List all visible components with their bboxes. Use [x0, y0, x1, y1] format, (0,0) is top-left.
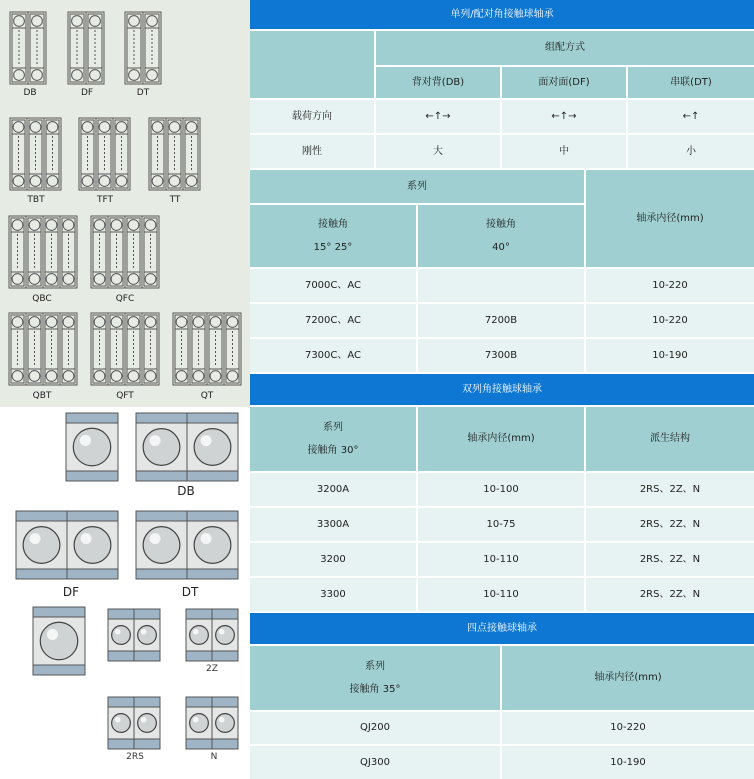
contact-angle-a-value: 15° 25°	[313, 241, 353, 253]
section2-series-header	[250, 407, 416, 471]
bearing-outline	[190, 313, 207, 385]
bearing-outline	[91, 313, 108, 385]
row-load-label: 载荷方向	[250, 100, 374, 133]
s1-r1-c2	[418, 269, 584, 302]
bearing-outline	[9, 216, 26, 288]
bearing-outline	[173, 313, 190, 385]
s2-r2-c1: 3300A	[250, 508, 416, 541]
bearing-outline	[96, 118, 113, 190]
bearing-outline	[224, 313, 241, 385]
s1-r1-c1: 7000C、AC	[250, 269, 416, 302]
row-rigidity-label: 刚性	[250, 135, 374, 168]
s3-r1-c1: QJ200	[250, 712, 500, 744]
s1-r2-c3: 10-220	[586, 304, 754, 337]
contact-angle-b-label: 接触角	[486, 218, 516, 230]
bearing-outline	[183, 118, 200, 190]
arrangement-diagrams-panel	[0, 0, 250, 407]
contact-angle-b-value: 40°	[492, 241, 510, 253]
bearing-section	[108, 697, 160, 749]
label-photo-2rs: 2RS	[126, 752, 144, 762]
bearing-outline	[10, 118, 27, 190]
section2-series-label: 系列	[323, 421, 343, 433]
bearing-outline	[43, 216, 60, 288]
label-qbt: QBT	[32, 391, 52, 401]
bearing-photos-panel	[0, 407, 250, 779]
spec-tables	[250, 0, 754, 779]
load-db: ←↑→	[376, 100, 500, 133]
bearing-section	[186, 697, 238, 749]
section1-series-header: 系列	[250, 170, 584, 203]
label-photo-n: N	[210, 752, 218, 762]
label-photo-dt: DT	[181, 585, 199, 599]
bearing-section	[16, 511, 118, 579]
label-photo-df: DF	[62, 585, 80, 599]
bearing-outline	[60, 313, 77, 385]
col-dt: 串联(DT)	[628, 67, 754, 98]
label-tft: TFT	[96, 195, 113, 205]
bearing-outline	[27, 118, 44, 190]
label-qbc: QBC	[32, 294, 52, 304]
section2-derived-header: 派生结构	[586, 407, 754, 471]
bearing-outline	[44, 118, 61, 190]
bearing-outline	[113, 118, 130, 190]
s1-r2-c1: 7200C、AC	[250, 304, 416, 337]
bearing-outline	[125, 12, 143, 84]
s2-r1-c3: 2RS、2Z、N	[586, 473, 754, 506]
bearing-outline	[143, 12, 161, 84]
contact-angle-a-label: 接触角	[318, 218, 348, 230]
bearing-outline	[10, 12, 28, 84]
bearing-outline	[149, 118, 166, 190]
s2-r3-c2: 10-110	[418, 543, 584, 576]
bearing-outline	[60, 216, 77, 288]
s3-r1-c2: 10-220	[502, 712, 754, 744]
bearing-outline	[26, 313, 43, 385]
label-tt: TT	[169, 195, 181, 205]
bearing-outline	[166, 118, 183, 190]
s2-r4-c3: 2RS、2Z、N	[586, 578, 754, 611]
section3-series-header	[250, 646, 500, 710]
label-photo-2z: 2Z	[206, 664, 218, 674]
s1-r3-c2: 7300B	[418, 339, 584, 372]
s2-r4-c2: 10-110	[418, 578, 584, 611]
bearing-outline	[207, 313, 224, 385]
bearing-section	[136, 413, 238, 481]
rigidity-df: 中	[502, 135, 626, 168]
rigidity-db: 大	[376, 135, 500, 168]
s2-r2-c2: 10-75	[418, 508, 584, 541]
bearing-outline	[125, 216, 142, 288]
section2-title: 双列角接触球轴承	[250, 374, 754, 405]
s2-r1-c1: 3200A	[250, 473, 416, 506]
section3-title: 四点接触球轴承	[250, 613, 754, 644]
section1-corner-cell	[250, 31, 374, 98]
bearing-outline	[68, 12, 86, 84]
s2-r4-c1: 3300	[250, 578, 416, 611]
bearing-section	[186, 609, 238, 661]
rigidity-dt: 小	[628, 135, 754, 168]
bearing-section	[33, 607, 85, 675]
col-df: 面对面(DF)	[502, 67, 626, 98]
label-tbt: TBT	[27, 195, 45, 205]
load-dt: ←↑	[628, 100, 754, 133]
s2-r3-c1: 3200	[250, 543, 416, 576]
label-qt: QT	[200, 391, 214, 401]
bearing-outline	[28, 12, 46, 84]
contact-angle-a-cell	[250, 205, 416, 267]
s1-r3-c1: 7300C、AC	[250, 339, 416, 372]
bearing-outline	[125, 313, 142, 385]
label-qfc: QFC	[115, 294, 135, 304]
bearing-outline	[9, 313, 26, 385]
s3-r2-c2: 10-190	[502, 746, 754, 779]
bearing-outline	[43, 313, 60, 385]
s2-r1-c2: 10-100	[418, 473, 584, 506]
bearing-outline	[142, 313, 159, 385]
bearing-outline	[142, 216, 159, 288]
s2-r3-c3: 2RS、2Z、N	[586, 543, 754, 576]
section3-series-label: 系列	[365, 660, 385, 672]
contact-angle-b-cell	[418, 205, 584, 267]
s1-r2-c2: 7200B	[418, 304, 584, 337]
section1-bore-header: 轴承内径(mm)	[586, 170, 754, 267]
label-qft: QFT	[116, 391, 134, 401]
section2-contact-angle: 接触角 30°	[307, 444, 359, 456]
section1-title: 单列/配对角接触球轴承	[250, 0, 754, 29]
section3-bore-header: 轴承内径(mm)	[502, 646, 754, 710]
bearing-outline	[79, 118, 96, 190]
label-dt: DT	[136, 88, 150, 98]
bearing-outline	[86, 12, 104, 84]
col-db: 背对背(DB)	[376, 67, 500, 98]
bearing-outline	[91, 216, 108, 288]
bearing-outline	[108, 313, 125, 385]
bearing-section	[108, 609, 160, 661]
s1-r1-c3: 10-220	[586, 269, 754, 302]
label-photo-db: DB	[177, 484, 195, 498]
load-df: ←↑→	[502, 100, 626, 133]
s3-r2-c1: QJ300	[250, 746, 500, 779]
label-db: DB	[23, 88, 37, 98]
section2-bore-header: 轴承内径(mm)	[418, 407, 584, 471]
bearing-section	[66, 413, 118, 481]
section1-group-header: 组配方式	[376, 31, 754, 65]
s1-r3-c3: 10-190	[586, 339, 754, 372]
label-df: DF	[80, 88, 94, 98]
s2-r2-c3: 2RS、2Z、N	[586, 508, 754, 541]
bearing-outline	[108, 216, 125, 288]
section3-contact-angle: 接触角 35°	[349, 683, 401, 695]
bearing-section	[136, 511, 238, 579]
bearing-outline	[26, 216, 43, 288]
